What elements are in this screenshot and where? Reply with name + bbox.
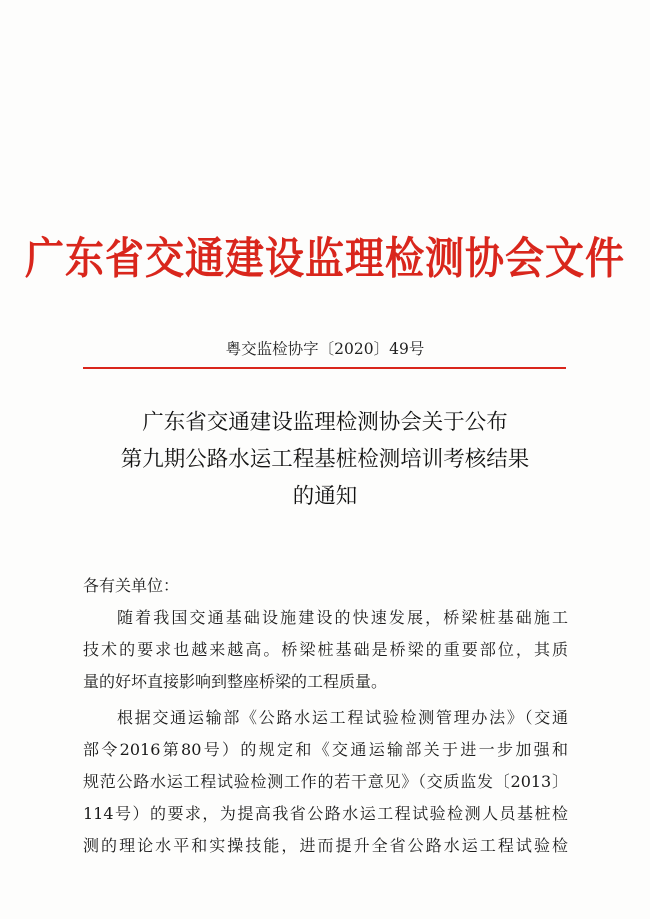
paragraph-line: 测的理论水平和实操技能，进而提升全省公路水运工程试验检 bbox=[83, 836, 568, 855]
paragraph-line: 根据交通运输部《公路水运工程试验检测管理办法》（交通 bbox=[117, 708, 568, 727]
body-text bbox=[83, 570, 568, 862]
paragraph-1 bbox=[83, 602, 568, 698]
red-divider-line bbox=[83, 367, 566, 369]
notice-title-line-3: 的通知 bbox=[292, 484, 358, 509]
greeting: 各有关单位： bbox=[83, 576, 180, 595]
paragraph-line: 114号）的要求，为提高我省公路水运工程试验检测人员基桩检 bbox=[83, 804, 568, 823]
organization-title: 广东省交通建设监理检测协会文件 bbox=[24, 233, 625, 285]
paragraph-line: 规范公路水运工程试验检测工作的若干意见》（交质监发〔2013〕 bbox=[83, 772, 568, 791]
paragraph-2 bbox=[83, 702, 568, 862]
notice-title bbox=[0, 404, 650, 515]
paragraph-line: 技术的要求也越来越高。桥梁桩基础是桥梁的重要部位，其质 bbox=[83, 640, 568, 659]
paragraph-line: 部令2016第80号）的规定和《交通运输部关于进一步加强和 bbox=[83, 740, 568, 759]
notice-title-line-1: 广东省交通建设监理检测协会关于公布 bbox=[142, 410, 508, 435]
paragraph-line: 量的好坏直接影响到整座桥梁的工程质量。 bbox=[83, 672, 388, 691]
notice-title-line-2: 第九期公路水运工程基桩检测培训考核结果 bbox=[120, 447, 530, 472]
paragraph-line: 随着我国交通基础设施建设的快速发展，桥梁桩基础施工 bbox=[117, 608, 568, 627]
document-number: 粤交监检协字〔2020〕49号 bbox=[225, 340, 425, 358]
